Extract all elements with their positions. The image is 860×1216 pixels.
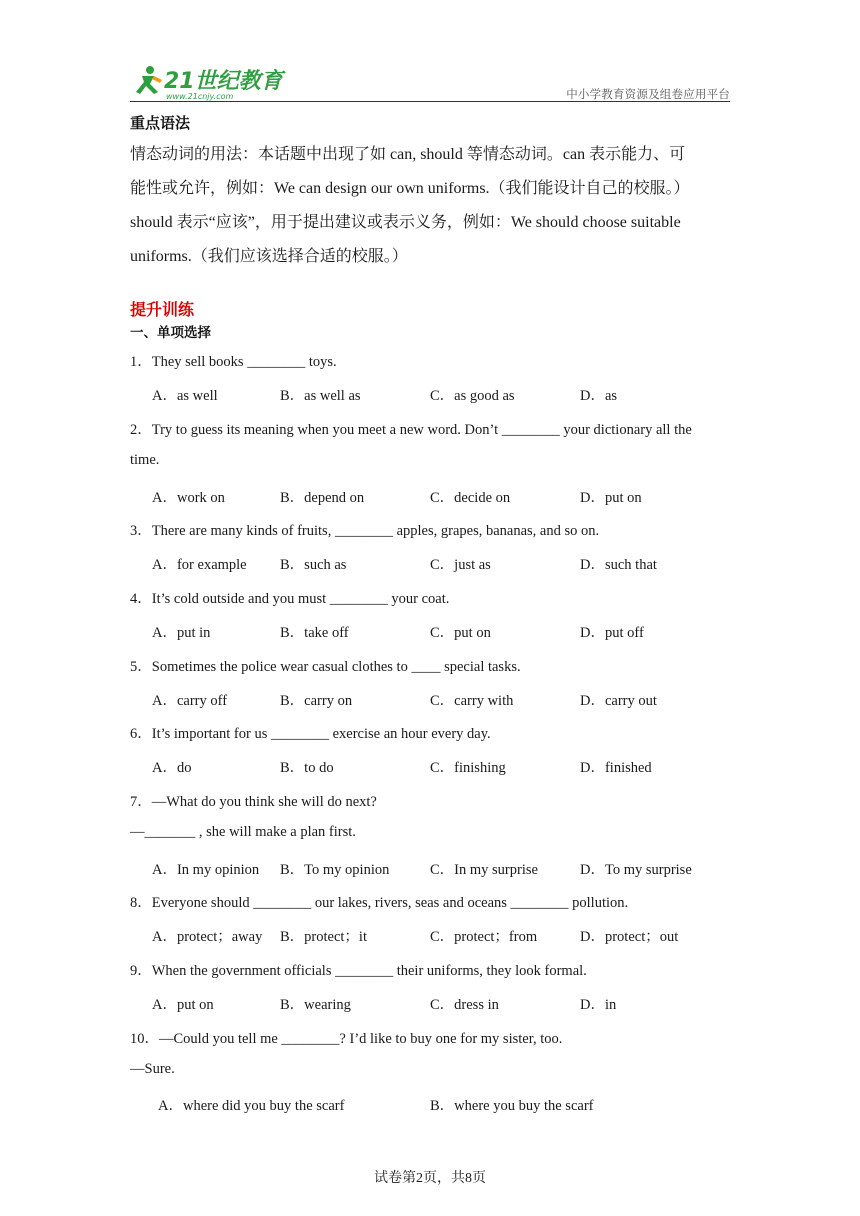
section-title: 提升训练	[130, 300, 195, 319]
q5-option-a: A．carry off	[152, 693, 228, 709]
question-7: 7．—What do you think she will do next?	[130, 794, 377, 810]
q2-option-a: A．work on	[152, 490, 225, 506]
grammar-line-2: 能性或允许，例如：We can design our own uniforms.（我们能设计自己的校服。）	[130, 180, 690, 197]
logo-url: www.21cnjy.com	[166, 92, 234, 101]
q10-option-a: A．where did you buy the scarf	[158, 1098, 345, 1114]
q6-option-a: A．do	[152, 760, 192, 776]
question-7-cont: —_______ , she will make a plan first.	[130, 824, 356, 840]
q7-option-d: D．To my surprise	[580, 862, 692, 878]
q3-option-a: A．for example	[152, 557, 247, 573]
q4-option-c: C．put on	[430, 625, 491, 641]
q3-option-b: B．such as	[280, 557, 347, 573]
question-5: 5．Sometimes the police wear casual clothes to ____ special tasks.	[130, 659, 521, 675]
question-9: 9．When the government officials ________ their uniforms, they look formal.	[130, 963, 587, 979]
question-3: 3．There are many kinds of fruits, ________ apples, grapes, bananas, and so on.	[130, 523, 600, 539]
q6-option-d: D．finished	[580, 760, 652, 776]
q9-option-d: D．in	[580, 997, 617, 1013]
q4-option-d: D．put off	[580, 625, 644, 641]
q5-option-b: B．carry on	[280, 693, 353, 709]
question-2-cont: time.	[130, 452, 160, 468]
question-1: 1．They sell books ________ toys.	[130, 354, 337, 370]
q7-option-b: B．To my opinion	[280, 862, 390, 878]
q9-option-c: C．dress in	[430, 997, 499, 1013]
q2-option-d: D．put on	[580, 490, 642, 506]
q8-option-b: B．protect；it	[280, 929, 367, 945]
q1-option-c: C．as good as	[430, 388, 515, 404]
q1-option-b: B．as well as	[280, 388, 361, 404]
page-header	[130, 62, 730, 102]
q4-option-a: A．put in	[152, 625, 211, 641]
section-subtitle: 一、单项选择	[130, 325, 211, 341]
q9-option-b: B．wearing	[280, 997, 351, 1013]
logo-21cnjy	[130, 62, 290, 102]
q7-option-c: C．In my surprise	[430, 862, 538, 878]
grammar-line-4: uniforms.（我们应该选择合适的校服。）	[130, 248, 408, 265]
q6-option-c: C．finishing	[430, 760, 506, 776]
q3-option-c: C．just as	[430, 557, 491, 573]
grammar-title: 重点语法	[130, 114, 191, 132]
q1-option-d: D．as	[580, 388, 618, 404]
q2-option-c: C．decide on	[430, 490, 511, 506]
header-divider	[130, 101, 730, 102]
question-6: 6．It’s important for us ________ exercise an hour every day.	[130, 726, 491, 742]
grammar-line-3: should 表示“应该”，用于提出建议或表示义务，例如：We should choose suitable	[130, 214, 681, 231]
question-10: 10．—Could you tell me ________? I’d like to buy one for my sister, too.	[130, 1031, 563, 1047]
question-10-cont: —Sure.	[130, 1061, 175, 1077]
q8-option-a: A．protect；away	[152, 929, 263, 945]
q8-option-c: C．protect；from	[430, 929, 538, 945]
page-footer: 试卷第2页，共8页	[374, 1171, 486, 1186]
q5-option-d: D．carry out	[580, 693, 657, 709]
q8-option-d: D．protect；out	[580, 929, 679, 945]
logo-text: 21世纪教育	[164, 69, 283, 94]
question-8: 8．Everyone should ________ our lakes, rivers, seas and oceans ________ pollution.	[130, 895, 629, 911]
q1-option-a: A．as well	[152, 388, 218, 404]
q5-option-c: C．carry with	[430, 693, 514, 709]
grammar-line-1: 情态动词的用法：本话题中出现了如 can, should 等情态动词。can 表示能力、可	[130, 146, 686, 163]
question-4: 4．It’s cold outside and you must ________ your coat.	[130, 591, 450, 607]
q3-option-d: D．such that	[580, 557, 657, 573]
q10-option-b: B．where you buy the scarf	[430, 1098, 594, 1114]
q9-option-a: A．put on	[152, 997, 214, 1013]
q4-option-b: B．take off	[280, 625, 349, 641]
q7-option-a: A．In my opinion	[152, 862, 260, 878]
question-2: 2．Try to guess its meaning when you meet a new word. Don’t ________ your dictionary all the	[130, 422, 692, 438]
header-platform-text: 中小学教育资源及组卷应用平台	[566, 87, 730, 101]
q6-option-b: B．to do	[280, 760, 334, 776]
q2-option-b: B．depend on	[280, 490, 365, 506]
